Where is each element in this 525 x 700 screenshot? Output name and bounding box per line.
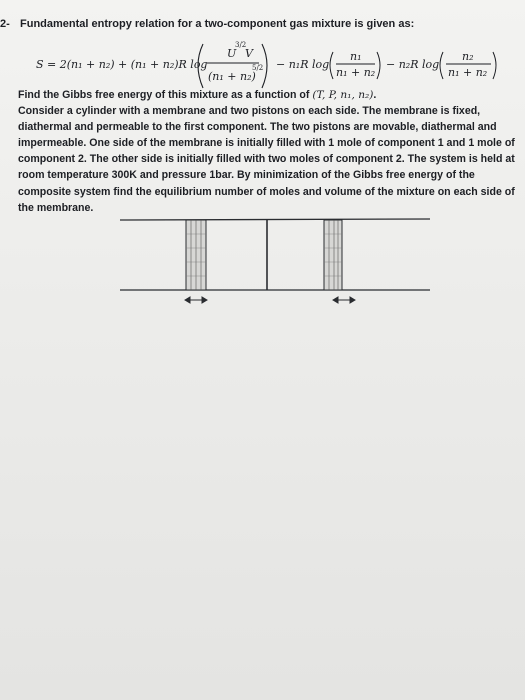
problem-line-1-text: Find the Gibbs free energy of this mixture as a function of: [18, 89, 313, 101]
term2-prefix: − n₁R log: [276, 58, 330, 71]
problem-body: Consider a cylinder with a membrane and two pistons on each side. The membrane is fixed, diathermal and permeable to the first component. The two pistons are movable, diathermal and impermeable. One side of the membrane is initially filled with 1 mole of component 1 and 1 mole of component 2. The other side is initially filled with two moles of component 2. The system is held at room temperature 300K and pressure 1bar. By minimization of the Gibbs free energy of the composite system find the equilibrium number of moles and volume of the mixture on each side of the membrane.: [18, 105, 515, 214]
problem-line-1-end: .: [373, 89, 377, 101]
frac2-denominator: n₁ + n₂: [336, 66, 376, 79]
term3-prefix: − n₂R log: [386, 58, 440, 71]
question-title: Fundamental entropy relation for a two-component gas mixture is given as:: [20, 18, 415, 30]
right-arrow: [333, 297, 355, 303]
left-paren-2: [330, 52, 333, 79]
problem-line-1: [18, 87, 518, 103]
entropy-equation: [0, 38, 525, 92]
frac2-numerator: n₁: [350, 50, 362, 63]
frac1-denominator-exp: 5/2: [252, 64, 264, 72]
equation-svg: [0, 38, 525, 92]
cylinder-figure: [0, 212, 525, 312]
left-piston: [186, 220, 206, 290]
equation-lhs: S = 2(n₁ + n₂) + (n₁ + n₂)R log: [36, 58, 208, 71]
left-paren-3: [440, 52, 443, 79]
cylinder-wall-top: [120, 219, 430, 220]
cylinder-diagram: [0, 212, 525, 312]
question-heading: [0, 18, 414, 30]
variables-math: (T, P, n₁, n₂): [312, 89, 374, 101]
frac3-numerator: n₂: [462, 50, 474, 63]
frac3-denominator: n₁ + n₂: [448, 66, 488, 79]
frac1-numerator: U: [227, 47, 237, 60]
frac1-numerator-v: V: [245, 47, 253, 60]
right-paren-2: [377, 52, 380, 79]
right-paren-3: [493, 52, 496, 79]
left-arrow: [185, 297, 207, 303]
problem-statement: [18, 87, 518, 216]
question-number: 2-: [0, 18, 10, 30]
right-piston: [324, 220, 342, 290]
frac1-numerator-exp: 3/2: [235, 41, 247, 49]
frac1-denominator: (n₁ + n₂): [208, 70, 256, 83]
